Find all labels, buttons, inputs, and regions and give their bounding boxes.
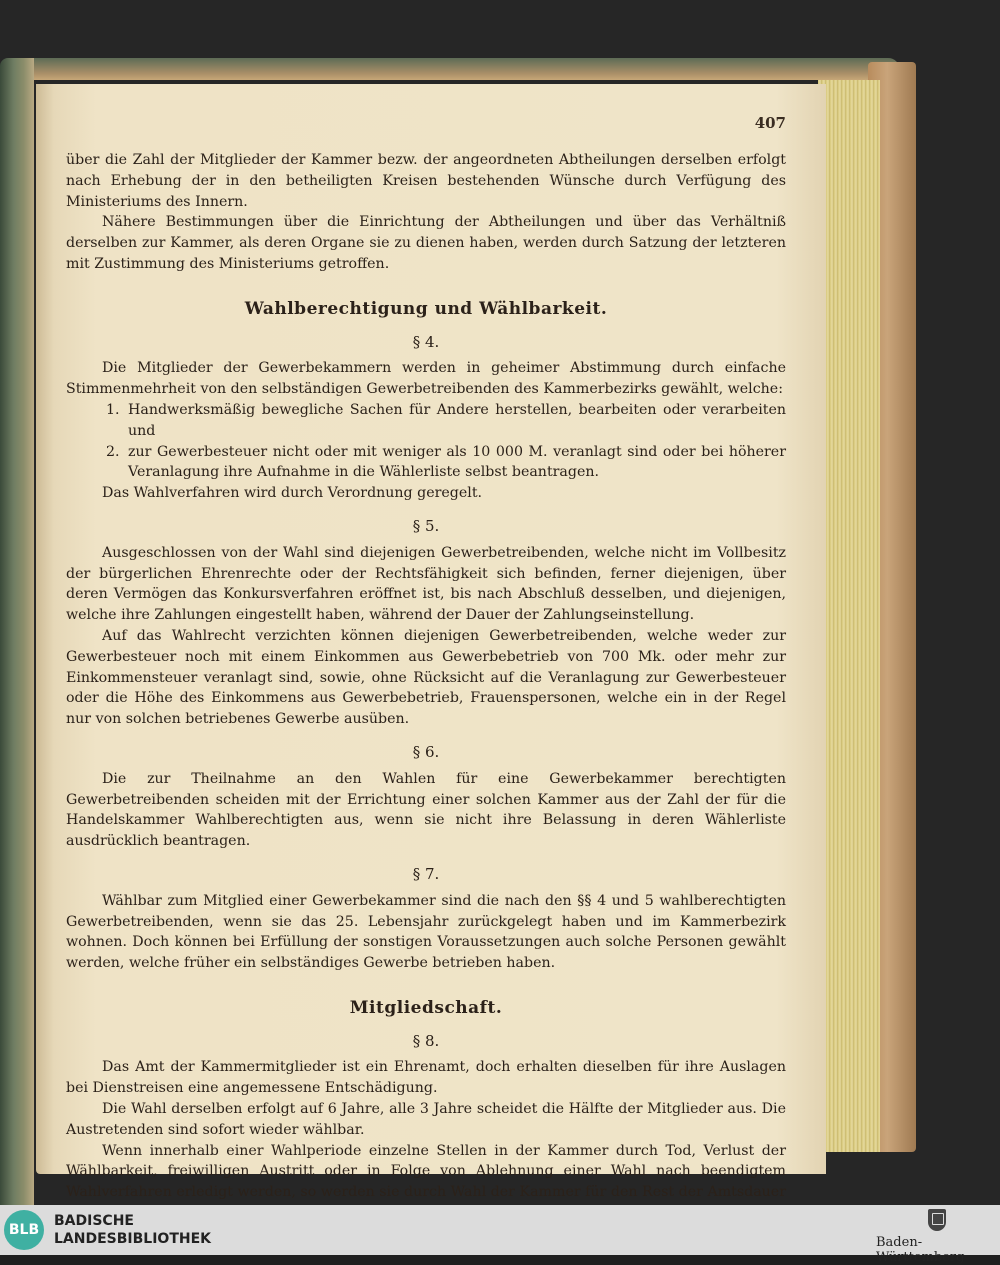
- list-item-number: 2.: [106, 443, 120, 460]
- state-name[interactable]: Baden-Württemberg: [876, 1235, 965, 1265]
- s5-paragraph-2: Auf das Wahlrecht verzichten können diejenigen Gewerbetreibenden, welche weder zur Gewerbesteuer noch mit einem Einkommen aus Gewerbebetrieb von 700 Mk. oder mehr zur Einkommensteuer veranlagt sind, sowie, ohne Rücksicht auf die Veranlagung zur Gewerbesteuer oder die Höhe des Einkommens aus Gewerbebetrieb, Frauenspersonen, welche ein in der Regel nur von solchen betriebenes Gewerbe ausüben.: [66, 627, 786, 728]
- list-item-number: 1.: [106, 401, 120, 418]
- list-item-text: Handwerksmäßig bewegliche Sachen für Andere herstellen, bearbeiten oder verarbeiten und: [128, 401, 786, 439]
- list-item: [106, 400, 786, 442]
- book-left-edge: [0, 58, 34, 1205]
- paragraph-title-5: § 5.: [412, 516, 440, 535]
- page-text: [66, 150, 786, 1205]
- paragraph-title-8: § 8.: [412, 1031, 440, 1050]
- library-name-line1: BADISCHE: [54, 1213, 134, 1229]
- s8-paragraph-2: Die Wahl derselben erfolgt auf 6 Jahre, alle 3 Jahre scheidet die Hälfte der Mitglieder aus. Die Austretenden sind sofort wieder wählbar.: [66, 1101, 786, 1138]
- s4-intro: Die Mitglieder der Gewerbekammern werden in geheimer Abstimmung durch einfache Stimmenmehrheit von den selbständigen Gewerbetreibenden des Kammerbezirks gewählt, welche:: [66, 360, 786, 398]
- page-number: 407: [754, 114, 786, 132]
- s5-paragraph-1: Ausgeschlossen von der Wahl sind diejenigen Gewerbetreibenden, welche nicht im Vollbesitz der bürgerlichen Ehrenrechte oder der Rechtsfähigkeit sich befinden, ferner diejenigen, über deren Vermögen das Konkursverfahren eröffnet ist, bis nach Abschluß desselben, und diejenigen, welche ihre Zahlungen eingestellt haben, während der Dauer der Zahlungseinstellung.: [66, 544, 786, 624]
- footer-bar: [0, 1205, 1000, 1265]
- s4-list: [106, 400, 786, 483]
- coat-of-arms-icon: [928, 1209, 946, 1231]
- page-stack: [818, 80, 880, 1152]
- s6-paragraph-1: Die zur Theilnahme an den Wahlen für eine Gewerbekammer berechtigten Gewerbetreibenden scheiden mit der Errichtung einer solchen Kammer aus der Zahl der für die Handelskammer Wahlberechtigten aus, wenn sie nicht ihre Belassung in deren Wählerliste ausdrücklich beantragen.: [66, 770, 786, 850]
- library-name-line2: LANDESBIBLIOTHEK: [54, 1231, 212, 1247]
- intro-paragraph-1: über die Zahl der Mitglieder der Kammer bezw. der angeordneten Abtheilungen derselben erfolgt nach Erhebung der in den betheiligten Kreisen bestehenden Wünsche durch Verfügung des Ministeriums des Innern.: [66, 152, 786, 210]
- intro-paragraph-2: Nähere Bestimmungen über die Einrichtung der Abtheilungen und über das Verhältniß derselben zur Kammer, als deren Organe sie zu dienen haben, werden durch Satzung der letzteren mit Zustimmung des Ministeriums getroffen.: [66, 214, 786, 272]
- s4-outro: Das Wahlverfahren wird durch Verordnung geregelt.: [102, 485, 483, 502]
- book-top-edge: [0, 58, 900, 80]
- section-heading-mitgliedschaft: Mitgliedschaft.: [349, 997, 503, 1018]
- s8-paragraph-3: Wenn innerhalb einer Wahlperiode einzelne Stellen in der Kammer durch Tod, Verlust der Wählbarkeit, freiwilligen Austritt oder in Folge von Ablehnung einer Wahl nach beendigtem Wahlverfahren erledigt werden, so werden sie durch Wahl der Kammer für den Rest der Amtsdauer: [66, 1142, 786, 1201]
- section-heading-wahlberechtigung: Wahlberechtigung und Wählbarkeit.: [244, 298, 608, 319]
- s7-paragraph-1: Wählbar zum Mitglied einer Gewerbekammer sind die nach den §§ 4 und 5 wahlberechtigten Gewerbetreibenden, wenn sie das 25. Lebensjahr zurückgelegt haben und im Kammerbezirk wohnen. Doch können bei Erfüllung der sonstigen Voraussetzungen auch solche Personen gewählt werden, welche früher ein selbständiges Gewerbe betrieben haben.: [66, 892, 786, 972]
- list-item-text: zur Gewerbesteuer nicht oder mit weniger als 10 000 M. veranlagt sind oder bei höherer Veranlagung ihre Aufnahme in die Wählerliste selbst beantragen.: [128, 443, 786, 481]
- paragraph-title-6: § 6.: [412, 742, 440, 761]
- book-page: [36, 84, 826, 1201]
- list-item: [106, 442, 786, 484]
- page-content: [66, 114, 786, 1201]
- library-name[interactable]: [54, 1212, 211, 1248]
- paragraph-title-4: § 4.: [412, 332, 440, 351]
- s8-paragraph-1: Das Amt der Kammermitglieder ist ein Ehrenamt, doch erhalten dieselben für ihre Auslagen bei Dienstreisen eine angemessene Entschädigung.: [66, 1059, 786, 1097]
- blb-logo-icon[interactable]: BLB: [4, 1210, 44, 1250]
- paragraph-title-7: § 7.: [412, 864, 440, 883]
